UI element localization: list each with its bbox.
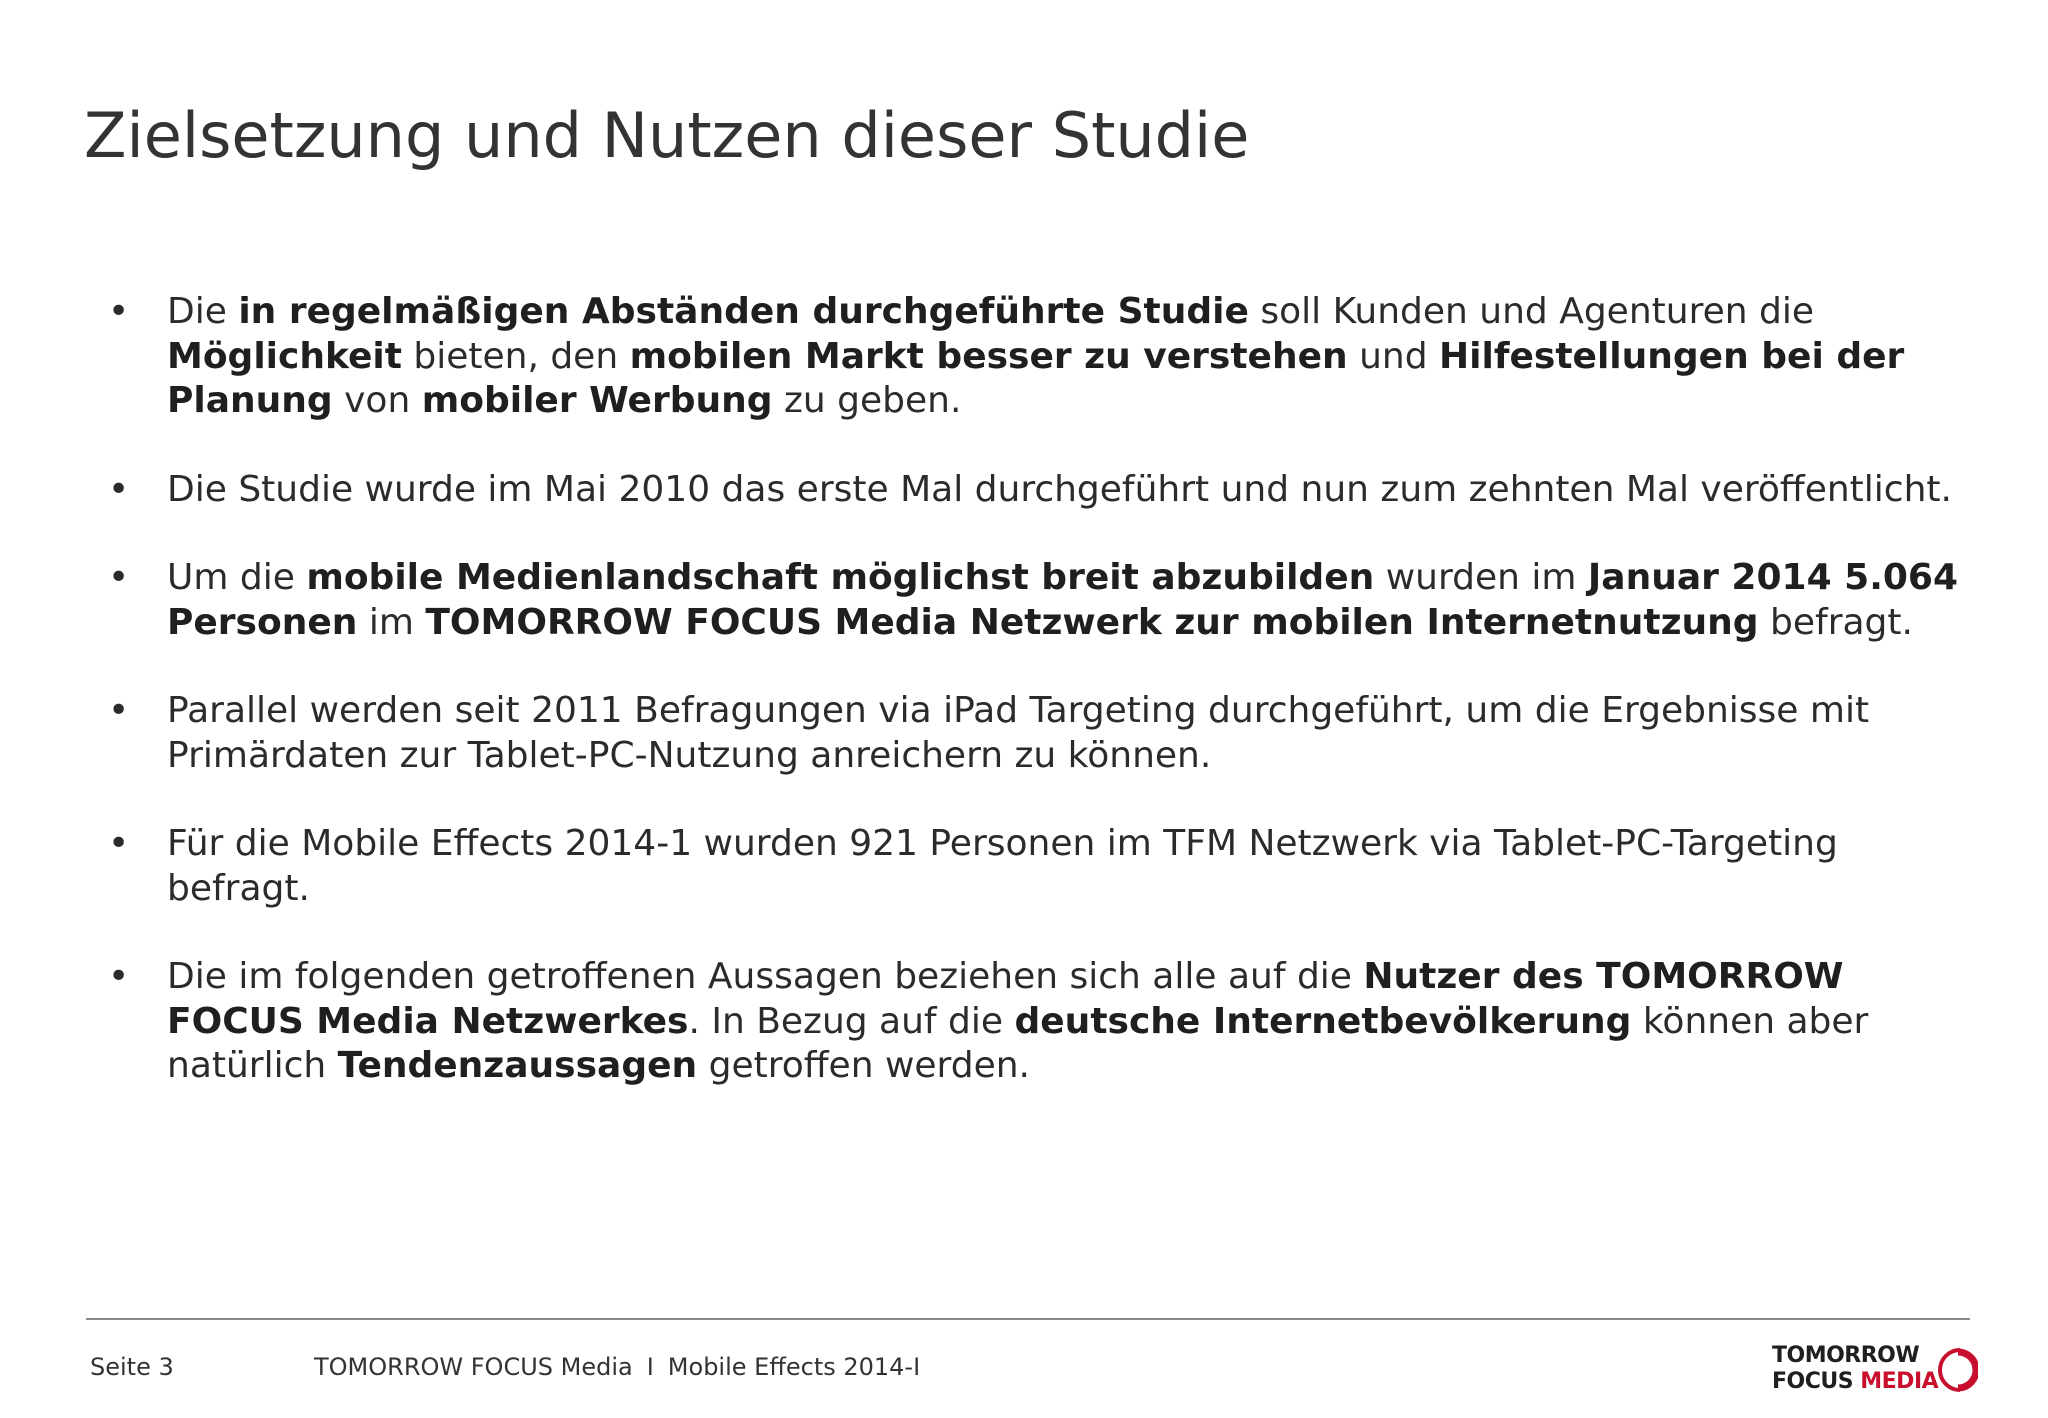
slide-title: Zielsetzung und Nutzen dieser Studie <box>84 99 1250 172</box>
footer-company: TOMORROW FOCUS Media <box>314 1353 633 1381</box>
bullet-dot-icon: • <box>108 557 130 598</box>
bullet-dot-icon: • <box>108 291 130 332</box>
footer-separator: I <box>646 1353 654 1381</box>
bullet-dot-icon: • <box>108 956 130 997</box>
logo-text-line1: TOMORROW <box>1772 1343 1920 1368</box>
bullet-dot-icon: • <box>108 690 130 731</box>
bullet-dot-icon: • <box>108 468 130 510</box>
bullet-item-2: • Die Studie wurde im Mai 2010 das erste Mal durchgeführt und nun zum zehnten Mal veröffentlicht. <box>108 468 1978 513</box>
bullet-item-1: • Die in regelmäßigen Abständen durchgeführte Studie soll Kunden und Agenturen die Möglichkeit bieten, den mobilen Markt besser zu verstehen und Hilfestellungen bei der Planung von mobiler Werbung zu geben. <box>108 291 1905 421</box>
footer-report: Mobile Effects 2014-I <box>667 1353 921 1381</box>
company-logo <box>1772 1342 1978 1398</box>
bullet-item-4: • Parallel werden seit 2011 Befragungen via iPad Targeting durchgeführt, um die Ergebnisse mit Primärdaten zur Tablet-PC-Nutzung anreichern zu können. <box>108 690 1870 776</box>
bullet-item-5: • Für die Mobile Effects 2014-1 wurden 921 Personen im TFM Netzwerk via Tablet-PC-Targeting befragt. <box>108 823 1838 909</box>
bullet-item-6: • Die im folgenden getroffenen Aussagen beziehen sich alle auf die Nutzer des TOMORROW FOCUS Media Netzwerkes. In Bezug auf die deutsche Internetbevölkerung können aber natürlich Tendenzaussagen getroffen werden. <box>108 956 1869 1086</box>
logo-text-line2: FOCUS MEDIA <box>1772 1369 1939 1394</box>
bullet-list <box>108 290 1978 1089</box>
footer-divider <box>86 1318 1970 1320</box>
footer-caption <box>314 1352 920 1382</box>
logo-ring-icon <box>1938 1346 1978 1394</box>
bullet-dot-icon: • <box>108 823 130 864</box>
page-number: Seite 3 <box>90 1353 174 1381</box>
bullet-item-3: • Um die mobile Medienlandschaft möglichst breit abzubilden wurden im Januar 2014 5.064 Personen im TOMORROW FOCUS Media Netzwerk zur mobilen Internetnutzung befragt. <box>108 557 1959 643</box>
